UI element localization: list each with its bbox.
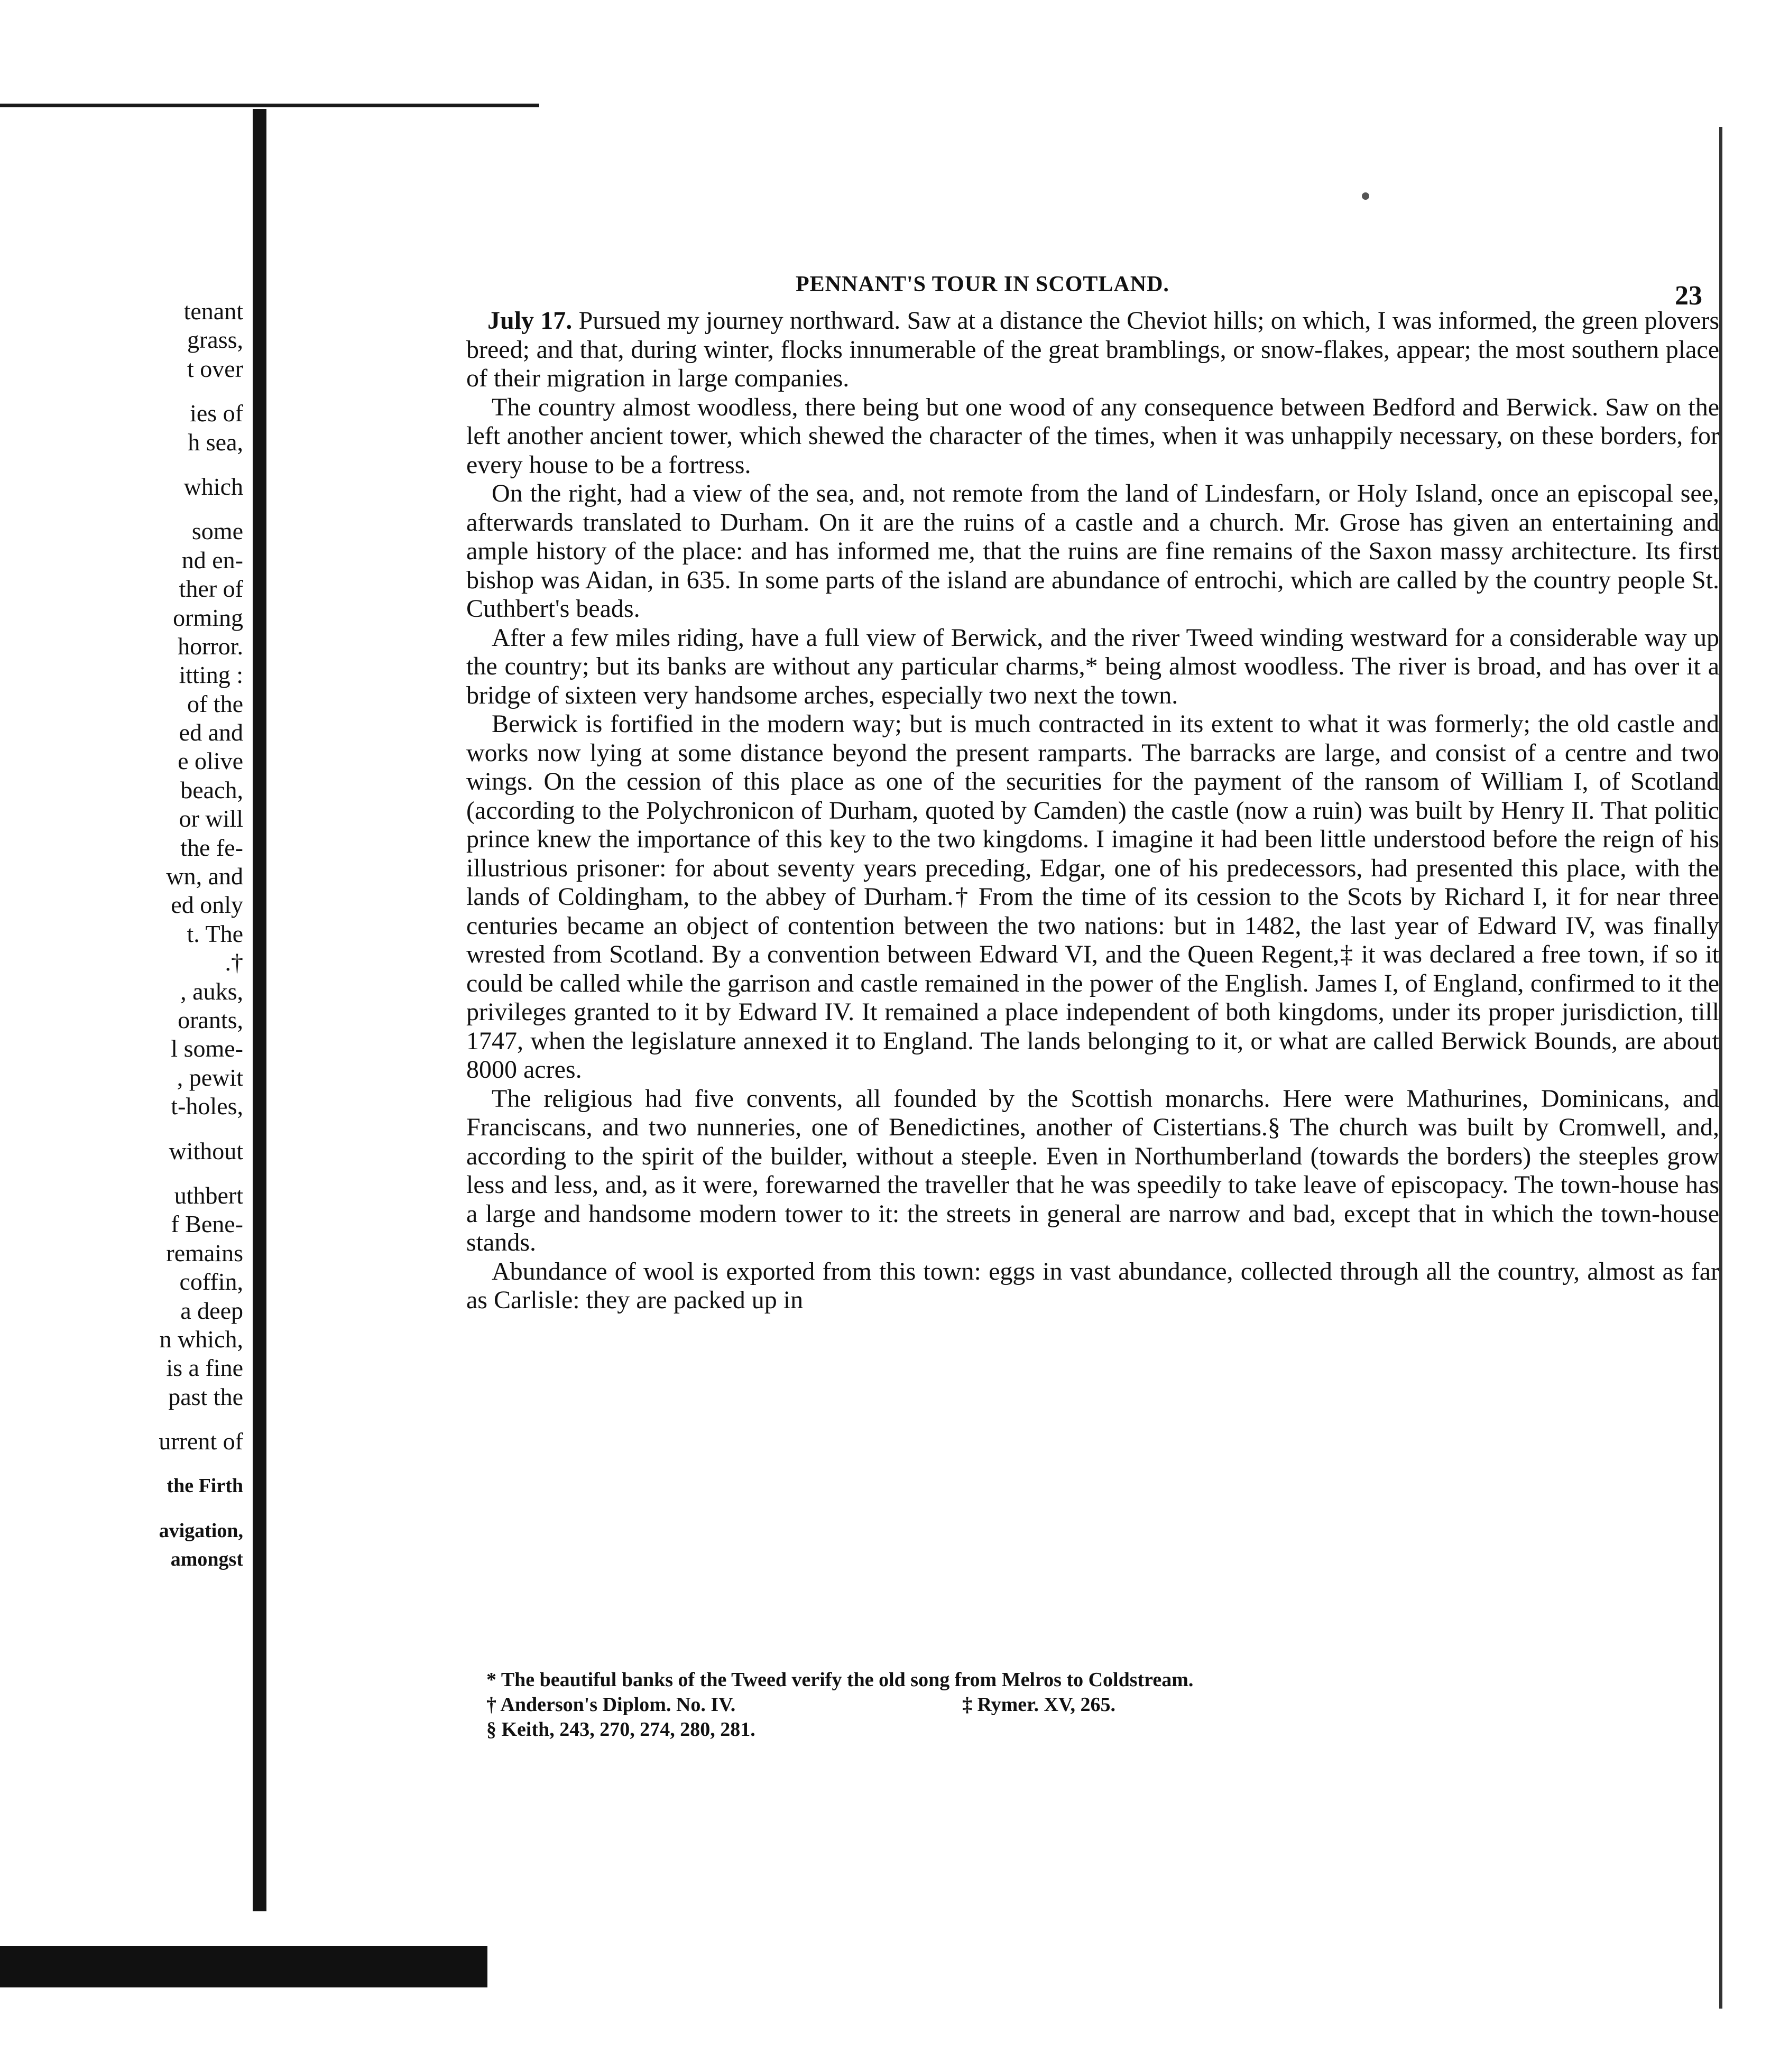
line-fragment: , pewit bbox=[177, 1063, 243, 1091]
line-fragment: orants, bbox=[178, 1006, 243, 1033]
line-fragment: nd en- bbox=[181, 546, 243, 574]
line-fragment: .† bbox=[225, 949, 243, 976]
line-gap bbox=[42, 457, 243, 473]
paragraph: On the right, had a view of the sea, and, not remote from the land of Lindesfarn, or Holy Island, once an episcopal see, afterwards translated to Durham. On it are the ruins of a castle and a church. Mr. Grose has given an entertaining and ample history of the place: and has informed me, that the ruins are fine remains of the Saxon massy architecture. Its first bishop was Aidan, in 635. In some parts of the island are abundance of entrochi, which are called by the country people St. Cuthbert's beads. bbox=[466, 479, 1719, 623]
line-fragment: of the bbox=[187, 690, 243, 717]
line-fragment: t. The bbox=[187, 920, 243, 947]
line-fragment: a deep bbox=[180, 1297, 243, 1324]
scan-border-bar bbox=[0, 1946, 487, 1987]
line-gap bbox=[42, 1166, 243, 1181]
line-fragment: ther of bbox=[179, 575, 243, 603]
line-fragment: wn, and bbox=[166, 863, 243, 890]
line-fragment: past the bbox=[168, 1383, 243, 1410]
line-fragment: amongst bbox=[170, 1548, 243, 1571]
line-fragment: is a fine bbox=[166, 1354, 243, 1382]
line-fragment: t over bbox=[187, 355, 243, 382]
paragraph: After a few miles riding, have a full view of Berwick, and the river Tweed winding westward for a considerable way up the country; but its banks are without any particular charms,* being almost woodless. The river is broad, and has over it a bridge of sixteen very handsome arches, especially two next the town. bbox=[466, 623, 1719, 709]
line-fragment: some bbox=[191, 517, 243, 545]
previous-page-text bbox=[42, 297, 243, 1574]
paragraph: The religious had five convents, all founded by the Scottish monarchs. Here were Mathurines, Dominicans, and Franciscans, and two nunneries, one of Benedictines, another of Cistertians.§ The church was built by Cromwell, and, according to the spirit of the builder, without a steeple. Even in Northumberland (towards the borders) the steeples grow less and less, and, as it were, forewarned the traveller that he was speedily to take leave of episcopacy. The town-house has a large and handsome modern tower to it: the streets in general are narrow and bad, except that in which the town-house stands. bbox=[466, 1084, 1719, 1256]
paragraph-text: Pursued my journey northward. Saw at a distance the Cheviot hills; on which, I was informed, the green plovers breed; and that, during winter, flocks innumerable of the great bramblings, or snow-flakes, appear; the most southern place of their migration in large companies. bbox=[466, 307, 1720, 392]
page-right-edge bbox=[1719, 127, 1722, 2009]
footnote bbox=[486, 1668, 1665, 1692]
page-number: 23 bbox=[1675, 281, 1702, 311]
line-fragment: the Firth bbox=[167, 1475, 243, 1497]
line-fragment: ies of bbox=[190, 400, 243, 427]
paragraph: The country almost woodless, there being but one wood of any consequence between Bedford and Berwick. Saw on the left another ancient tower, which shewed the character of the times, when it was unhappily necessary, on these borders, for every house to be a fortress. bbox=[466, 393, 1719, 479]
line-fragment: beach, bbox=[180, 776, 243, 803]
line-fragment: ed only bbox=[171, 891, 243, 919]
line-gap bbox=[42, 383, 243, 399]
line-fragment: horror. bbox=[178, 632, 243, 660]
page-top-rule bbox=[0, 104, 539, 107]
line-fragment: orming bbox=[173, 604, 243, 631]
footnote-double-dagger: ‡ Rymer. XV, 265. bbox=[962, 1694, 1115, 1716]
line-fragment: the fe- bbox=[180, 834, 243, 861]
running-title: PENNANT'S TOUR IN SCOTLAND. bbox=[796, 272, 1169, 297]
line-fragment: urrent of bbox=[159, 1428, 243, 1455]
line-fragment: avigation, bbox=[159, 1519, 243, 1542]
line-fragment: tenant bbox=[183, 298, 243, 325]
line-fragment: or will bbox=[179, 805, 243, 832]
date-label: July 17. bbox=[487, 307, 573, 335]
line-fragment: which bbox=[183, 473, 243, 500]
line-fragment: f Bene- bbox=[171, 1210, 243, 1238]
line-fragment: e olive bbox=[178, 747, 243, 775]
line-fragment: l some- bbox=[171, 1035, 243, 1062]
line-fragment: coffin, bbox=[179, 1268, 243, 1296]
line-fragment: itting : bbox=[179, 661, 243, 689]
line-fragment: h sea, bbox=[188, 428, 243, 456]
line-fragment: ed and bbox=[179, 719, 243, 746]
line-gap bbox=[42, 1121, 243, 1137]
paragraph: Berwick is fortified in the modern way; but is much contracted in its extent to what it was formerly; the old castle and works now lying at some distance beyond the present ramparts. The barracks are large, and consist of a centre and two wings. On the cession of this place as one of the securities for the payment of the ransom of William I, of Scotland (according to the Polychronicon of Durham, quoted by Camden) the castle (now a ruin) was built by Henry II. That politic prince knew the importance of this key to the two kingdoms. I imagine it had been little understood before the reign of his illustrious prisoner: for about seventy years preceding, Edgar, one of his predecessors, had presented this place, with the lands of Coldingham, to the abbey of Durham.† From the time of its cession to the Scots by Richard I, it for near three centuries became an object of contention between the two nations: but in 1482, the last year of Edward IV, was finally wrested from Scotland. By a convention between Edward VI, and the Queen Regent,‡ it was declared a free town, if so it could be called while the garrison and castle remained in the power of the English. James I, of England, confirmed to it the privileges granted to it by Edward IV. It remained a place independent of both kingdoms, under its proper jurisdiction, till 1747, when the legislature annexed it to England. The lands belonging to it, or what are called Berwick Bounds, are about 8000 acres. bbox=[466, 710, 1719, 1084]
line-gap bbox=[42, 1411, 243, 1427]
line-fragment: remains bbox=[166, 1239, 243, 1266]
paragraph bbox=[466, 307, 1719, 393]
footnote-star: * The beautiful banks of the Tweed verify the old song from Melros to Coldstream. bbox=[486, 1669, 1194, 1691]
previous-page-fragment bbox=[0, 0, 269, 2072]
line-fragment: , auks, bbox=[180, 977, 243, 1005]
page-gutter-edge bbox=[253, 109, 266, 1911]
paragraph: Abundance of wool is exported from this town: eggs in vast abundance, collected through all the country, almost as far as Carlisle: they are packed up in bbox=[466, 1257, 1719, 1314]
line-fragment: grass, bbox=[187, 326, 243, 354]
line-gap bbox=[42, 1501, 243, 1516]
footnote bbox=[486, 1692, 1665, 1717]
line-fragment: without bbox=[169, 1137, 243, 1164]
line-gap bbox=[42, 1456, 243, 1472]
line-fragment: t-holes, bbox=[171, 1093, 243, 1120]
footnote-dagger: † Anderson's Diplom. No. IV. bbox=[486, 1694, 736, 1716]
footnotes bbox=[486, 1668, 1665, 1742]
line-fragment: n which, bbox=[159, 1325, 243, 1353]
footnote-section: § Keith, 243, 270, 274, 280, 281. bbox=[486, 1718, 755, 1741]
line-fragment: uthbert bbox=[174, 1181, 243, 1209]
scan-speck bbox=[1362, 192, 1369, 200]
body-text bbox=[466, 307, 1719, 1315]
line-gap bbox=[42, 501, 243, 517]
footnote bbox=[486, 1717, 1665, 1742]
